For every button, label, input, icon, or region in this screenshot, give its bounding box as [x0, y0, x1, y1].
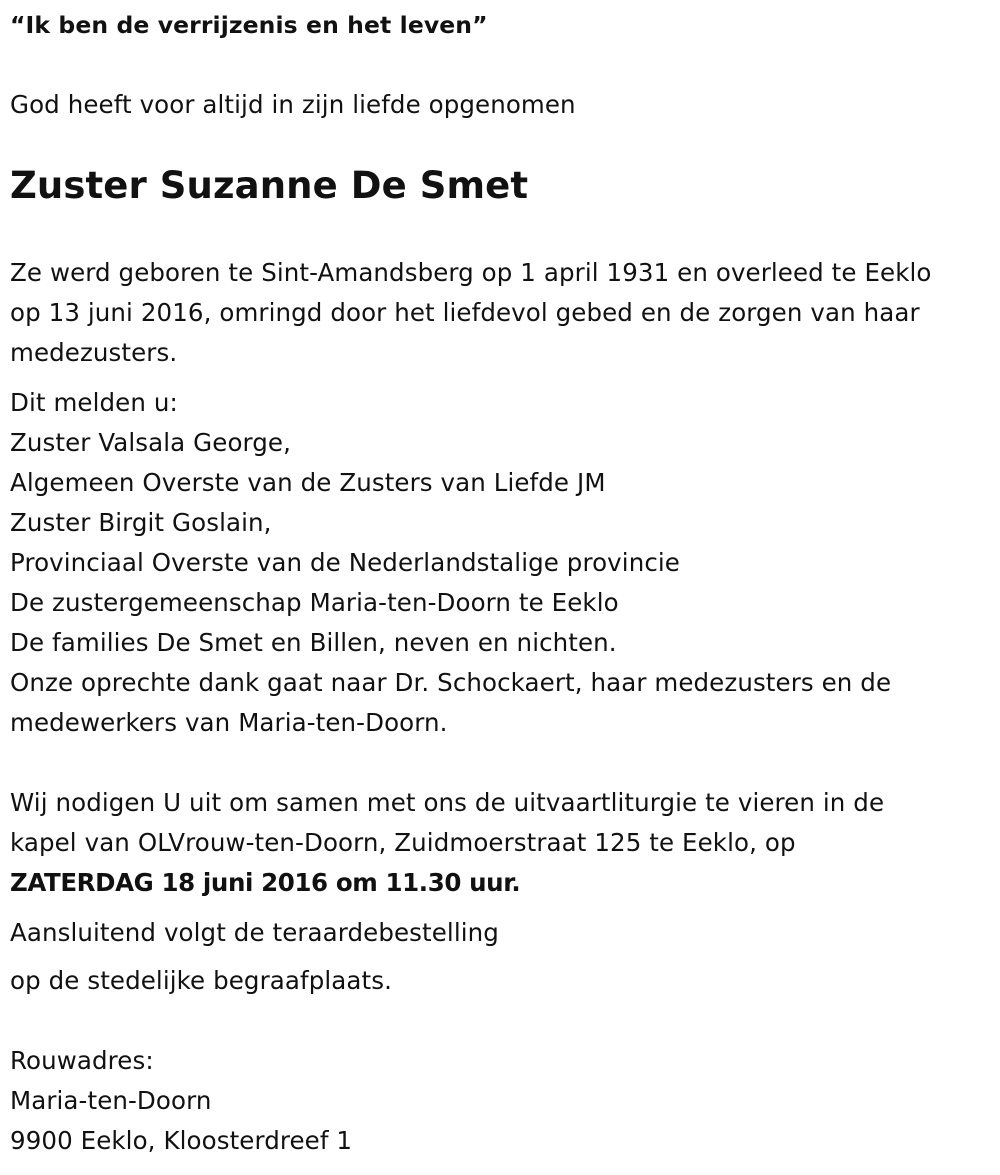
- burial-line: Aansluitend volgt de teraardebestelling: [10, 918, 499, 947]
- burial-line: op de stedelijke begraafplaats.: [10, 966, 392, 995]
- funeral-date: ZATERDAG 18 juni 2016 om 11.30 uur.: [10, 868, 521, 897]
- announce-line: Dit melden u:: [10, 388, 178, 417]
- intro-line: God heeft voor altijd in zijn liefde opgenomen: [10, 90, 576, 119]
- bio-line: medezusters.: [10, 338, 178, 367]
- bible-quote: “Ik ben de verrijzenis en het leven”: [10, 11, 488, 39]
- announce-line: Algemeen Overste van de Zusters van Liefde JM: [10, 468, 606, 497]
- announce-line: Zuster Valsala George,: [10, 428, 291, 457]
- deceased-name: Zuster Suzanne De Smet: [10, 164, 529, 207]
- invite-line: kapel van OLVrouw-ten-Doorn, Zuidmoerstraat 125 te Eeklo, op: [10, 828, 796, 857]
- address-label: Rouwadres:: [10, 1046, 154, 1075]
- address-line: Maria-ten-Doorn: [10, 1086, 212, 1115]
- bio-line: Ze werd geboren te Sint-Amandsberg op 1 april 1931 en overleed te Eeklo: [10, 258, 932, 287]
- bio-line: op 13 juni 2016, omringd door het liefdevol gebed en de zorgen van haar: [10, 298, 920, 327]
- invite-line: Wij nodigen U uit om samen met ons de uitvaartliturgie te vieren in de: [10, 788, 885, 817]
- announce-line: Provinciaal Overste van de Nederlandstalige provincie: [10, 548, 680, 577]
- announce-line: Onze oprechte dank gaat naar Dr. Schockaert, haar medezusters en de: [10, 668, 892, 697]
- address-line: 9900 Eeklo, Kloosterdreef 1: [10, 1126, 353, 1155]
- announce-line: Zuster Birgit Goslain,: [10, 508, 272, 537]
- announce-line: De families De Smet en Billen, neven en nichten.: [10, 628, 617, 657]
- announce-line: De zustergemeenschap Maria-ten-Doorn te Eeklo: [10, 588, 619, 617]
- announce-line: medewerkers van Maria-ten-Doorn.: [10, 708, 448, 737]
